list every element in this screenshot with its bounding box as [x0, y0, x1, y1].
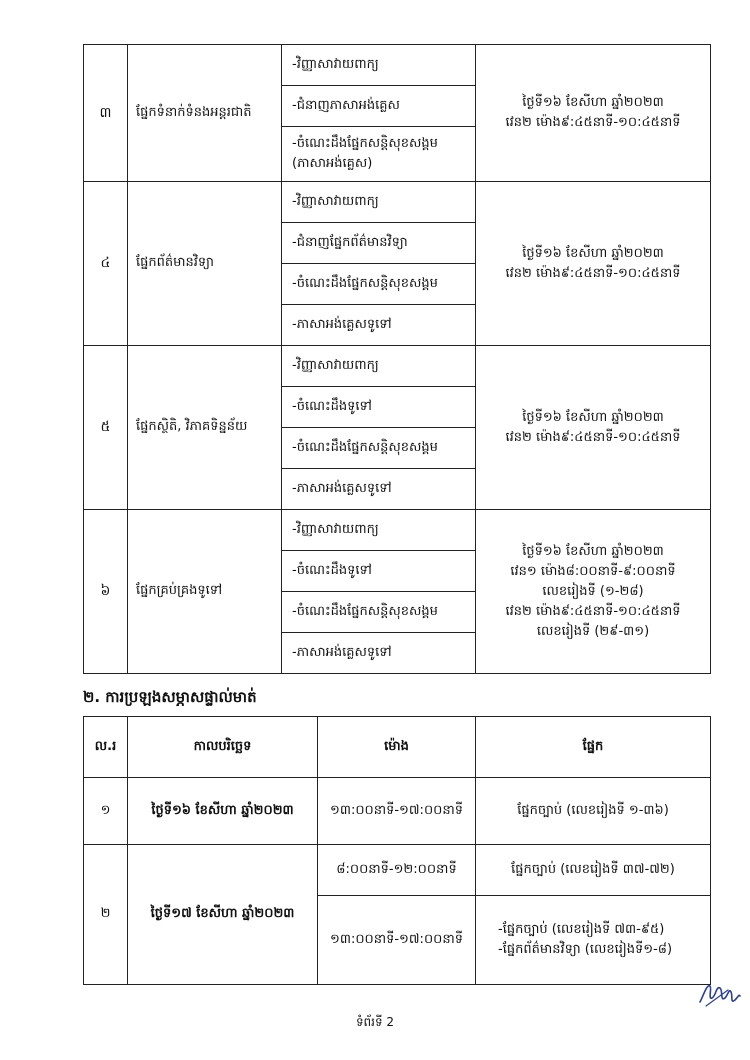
section-line: -ផ្នែកច្បាប់ (លេខរៀងទី ៧៣-៩៥)	[498, 922, 665, 937]
section-heading: ២. ការប្រឡងសម្ភាសផ្ទាល់មាត់	[83, 688, 257, 706]
table-row	[84, 845, 711, 896]
signature-icon	[698, 976, 742, 1010]
date-cell: ថ្ងៃទី១៧ ខែសីហា ឆ្នាំ២០២៣	[128, 845, 318, 985]
schedule-line: ថ្ងៃទី១៦ ខែសីហា ឆ្នាំ២០២៣	[522, 409, 664, 425]
row-number: ៦	[84, 510, 128, 674]
time-cell: ១៣:០០នាទី-១៧:០០នាទី	[318, 896, 476, 985]
schedule-line: វេន១ ម៉ោង៨:០០នាទី-៩:០០នាទី	[510, 563, 676, 579]
subject-cell: -ចំណេះដឹងផ្នែកសន្តិសុខសង្គម	[282, 428, 476, 469]
column-header: ល.រ	[84, 717, 128, 778]
schedule-table	[83, 44, 711, 674]
subject-cell: -វិញ្ញាសាវាយពាក្យ	[282, 510, 476, 551]
department-cell: ផ្នែកព័ត៌មានវិទ្យា	[128, 182, 282, 346]
column-header: ផ្នែក	[476, 717, 711, 778]
subject-cell: -ជំនាញផ្នែកព័ត៌មានវិទ្យា	[282, 223, 476, 264]
schedule-cell	[476, 346, 711, 510]
row-number: ១	[84, 778, 128, 845]
subject-cell: -ភាសាអង់គ្លេសទូទៅ	[282, 633, 476, 674]
subject-cell: -ចំណេះដឹងទូទៅ	[282, 551, 476, 592]
row-number: ៥	[84, 346, 128, 510]
time-cell: ១៣:០០នាទី-១៧:០០នាទី	[318, 778, 476, 845]
table-row	[84, 45, 711, 86]
table-row	[84, 182, 711, 223]
date-cell: ថ្ងៃទី១៦ ខែសីហា ឆ្នាំ២០២៣	[128, 778, 318, 845]
schedule-cell	[476, 45, 711, 182]
section-cell: ផ្នែកច្បាប់ (លេខរៀងទី ១-៣៦)	[476, 778, 711, 845]
schedule-line: ថ្ងៃទី១៦ ខែសីហា ឆ្នាំ២០២៣	[522, 95, 664, 110]
page-number: ទំព័រទី 2	[355, 1015, 395, 1029]
schedule-line: វេន២ ម៉ោង៩:៤៥នាទី-១០:៤៥នាទី	[505, 265, 681, 281]
schedule-line: ថ្ងៃទី១៦ ខែសីហា ឆ្នាំ២០២៣	[522, 543, 664, 559]
subject-cell: -ជំនាញភាសាអង់គ្លេស	[282, 86, 476, 127]
row-number: ៣	[84, 45, 128, 182]
table-row	[84, 778, 711, 845]
subject-cell: -វិញ្ញាសាវាយពាក្យ	[282, 182, 476, 223]
subject-cell: -ចំណេះដឹងទូទៅ	[282, 387, 476, 428]
table-row	[84, 346, 711, 387]
time-cell: ៨:០០នាទី-១២:០០នាទី	[318, 845, 476, 896]
header-row	[84, 717, 711, 778]
subject-cell: -ចំណេះដឹងផ្នែកសន្តិសុខសង្គម (ភាសាអង់គ្លេស)	[282, 127, 476, 182]
section-cell: ផ្នែកច្បាប់ (លេខរៀងទី ៣៧-៧២)	[476, 845, 711, 896]
row-number: ៤	[84, 182, 128, 346]
column-header: កាលបរិច្ឆេទ	[128, 717, 318, 778]
department-cell: ផ្នែកស្ថិតិ, វិភាគទិន្នន័យ	[128, 346, 282, 510]
section-cell	[476, 896, 711, 985]
schedule-line: លេខរៀងទី (២៩-៣១)	[536, 623, 650, 639]
department-cell: ផ្នែកគ្រប់គ្រងទូទៅ	[128, 510, 282, 674]
subject-cell: -ចំណេះដឹងផ្នែកសន្តិសុខសង្គម	[282, 592, 476, 633]
column-header: ម៉ោង	[318, 717, 476, 778]
schedule-line: លេខរៀងទី (១-២៨)	[542, 583, 644, 599]
schedule-line: វេន២ ម៉ោង៩:៤៥នាទី-១០:៤៥នាទី	[505, 429, 681, 445]
section-line: -ផ្នែកព័ត៌មានវិទ្យា (លេខរៀងទី១-៨)	[498, 942, 673, 957]
subject-cell: -វិញ្ញាសាវាយពាក្យ	[282, 346, 476, 387]
subject-cell: -ចំណេះដឹងផ្នែកសន្តិសុខសង្គម	[282, 264, 476, 305]
subject-cell: -វិញ្ញាសាវាយពាក្យ	[282, 45, 476, 86]
table-row	[84, 510, 711, 551]
schedule-line: ថ្ងៃទី១៦ ខែសីហា ឆ្នាំ២០២៣	[522, 245, 664, 261]
subject-cell: -ភាសាអង់គ្លេសទូទៅ	[282, 469, 476, 510]
department-cell: ផ្នែកទំនាក់ទំនងអន្តរជាតិ	[128, 45, 282, 182]
schedule-line: វេន២ ម៉ោង៩:៤៥នាទី-១០:៤៥នាទី	[505, 603, 681, 619]
row-number: ២	[84, 845, 128, 985]
subject-cell: -ភាសាអង់គ្លេសទូទៅ	[282, 305, 476, 346]
schedule-cell	[476, 182, 711, 346]
schedule-line: វេន២ ម៉ោង៩:៤៥នាទី-១០:៤៥នាទី	[505, 115, 681, 130]
interview-table	[83, 716, 711, 985]
schedule-cell	[476, 510, 711, 674]
